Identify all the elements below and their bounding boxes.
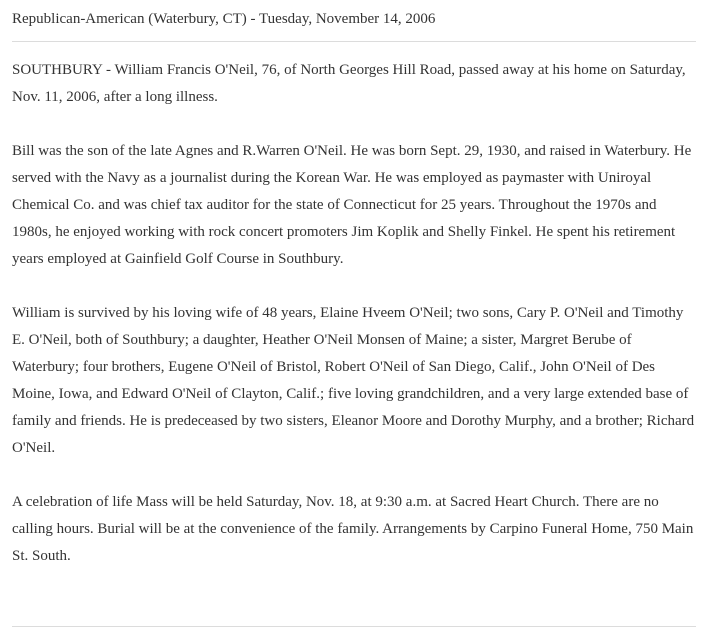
source-dateline: Republican-American (Waterbury, CT) - Tuesday, November 14, 2006 xyxy=(12,11,436,27)
paragraph-services: A celebration of life Mass will be held Saturday, Nov. 18, at 9:30 a.m. at Sacred Heart Church. There are no calling hours. Burial will be at the convenience of the family. Arrangements by Carpino Funeral Home, 750 Main St. South. xyxy=(12,494,694,564)
paragraph-survivors: William is survived by his loving wife of 48 years, Elaine Hveem O'Neil; two sons, Cary P. O'Neil and Timothy E. O'Neil, both of Southbury; a daughter, Heather O'Neil Monsen of Maine; a sister, Margret Berube of Waterbury; four brothers, Eugene O'Neil of Bristol, Robert O'Neil of San Diego, Calif., John O'Neil of Des Moine, Iowa, and Edward O'Neil of Clayton, Calif.; five loving grandchildren, and a very large extended base of family and friends. He is predeceased by two sisters, Eleanor Moore and Dorothy Murphy, and a brother; Richard O'Neil. xyxy=(12,305,695,456)
article-body xyxy=(12,57,698,570)
paragraph-biography: Bill was the son of the late Agnes and R.Warren O'Neil. He was born Sept. 29, 1930, and raised in Waterbury. He served with the Navy as a journalist during the Korean War. He was employed as paymaster with Uniroyal Chemical Co. and was chief tax auditor for the state of Connecticut for 25 years. Throughout the 1970s and 1980s, he enjoyed working with rock concert promoters Jim Koplik and Shelly Finkel. He spent his retirement years employed at Gainfield Golf Course in Southbury. xyxy=(12,143,692,267)
footer-divider xyxy=(12,626,696,627)
header-divider xyxy=(12,41,696,42)
paragraph-intro: SOUTHBURY - William Francis O'Neil, 76, of North Georges Hill Road, passed away at his home on Saturday, Nov. 11, 2006, after a long illness. xyxy=(12,62,686,105)
